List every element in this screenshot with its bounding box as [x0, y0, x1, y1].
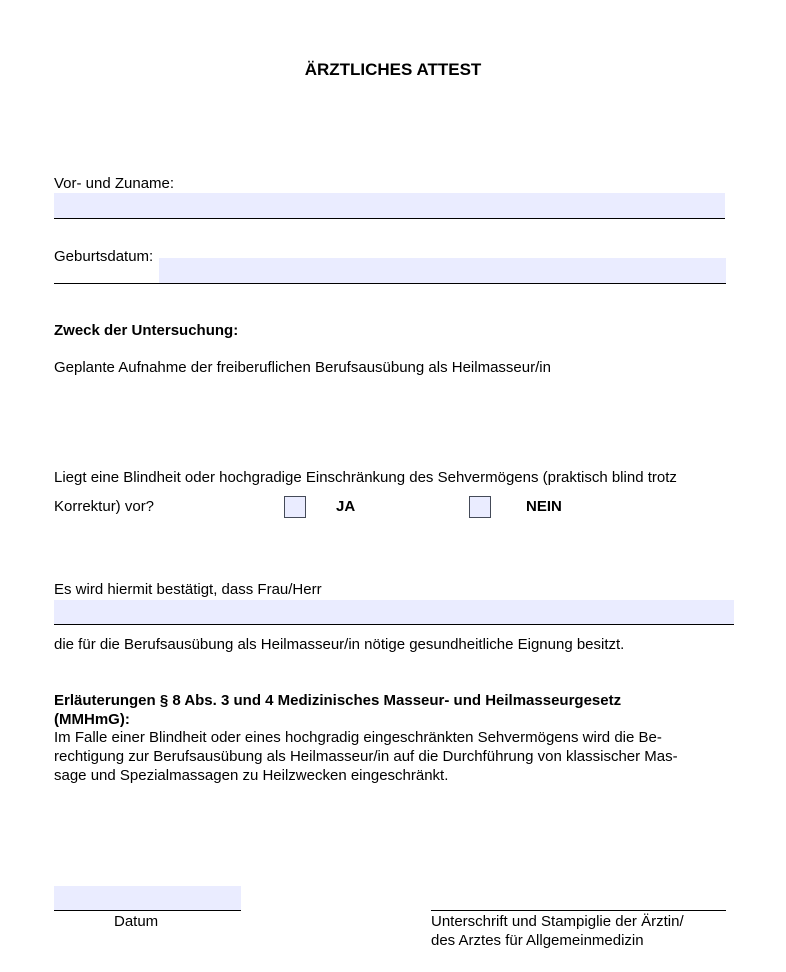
notes-text-line2: rechtigung zur Berufsausübung als Heilmasseur/in auf die Durchführung von klassischer Mas- [54, 748, 678, 765]
confirmation-label: Es wird hiermit bestätigt, dass Frau/Herr [54, 581, 322, 598]
notes-heading-line2: (MMHmG): [54, 711, 130, 728]
confirmation-name-field[interactable] [54, 600, 734, 624]
no-label: NEIN [526, 498, 562, 515]
date-label: Datum [114, 913, 159, 930]
confirmation-underline [54, 624, 734, 625]
birth-date-underline [54, 283, 726, 284]
yes-label: JA [336, 498, 356, 515]
name-field[interactable] [54, 193, 725, 218]
notes-text-line1: Im Falle einer Blindheit oder eines hochgradig eingeschränkten Sehvermögens wird die Be- [54, 729, 662, 746]
birth-date-field[interactable] [159, 258, 726, 283]
date-underline [54, 910, 241, 911]
name-label: Vor- und Zuname: [54, 175, 175, 192]
name-underline [54, 218, 725, 219]
yes-checkbox[interactable] [284, 496, 306, 518]
date-field[interactable] [54, 886, 241, 910]
page-title: ÄRZTLICHES ATTEST [304, 60, 482, 79]
vision-question-line2: Korrektur) vor? [54, 498, 155, 515]
birth-date-label: Geburtsdatum: [54, 248, 154, 265]
confirmation-suffix: die für die Berufsausübung als Heilmasseur/in nötige gesundheitliche Eignung besitzt. [54, 636, 625, 653]
notes-text-line3: sage und Spezialmassagen zu Heilzwecken eingeschränkt. [54, 767, 449, 784]
signature-line [431, 910, 726, 911]
purpose-text: Geplante Aufnahme der freiberuflichen Berufsausübung als Heilmasseur/in [54, 359, 551, 376]
notes-heading-line1: Erläuterungen § 8 Abs. 3 und 4 Medizinisches Masseur- und Heilmasseurgesetz [54, 692, 622, 709]
signature-label-line1: Unterschrift und Stampiglie der Ärztin/ [431, 913, 684, 930]
signature-label-line2: des Arztes für Allgemeinmedizin [431, 932, 644, 949]
purpose-heading: Zweck der Untersuchung: [54, 322, 239, 339]
vision-question-line1: Liegt eine Blindheit oder hochgradige Einschränkung des Sehvermögens (praktisch blind trotz [54, 469, 677, 486]
no-checkbox[interactable] [469, 496, 491, 518]
